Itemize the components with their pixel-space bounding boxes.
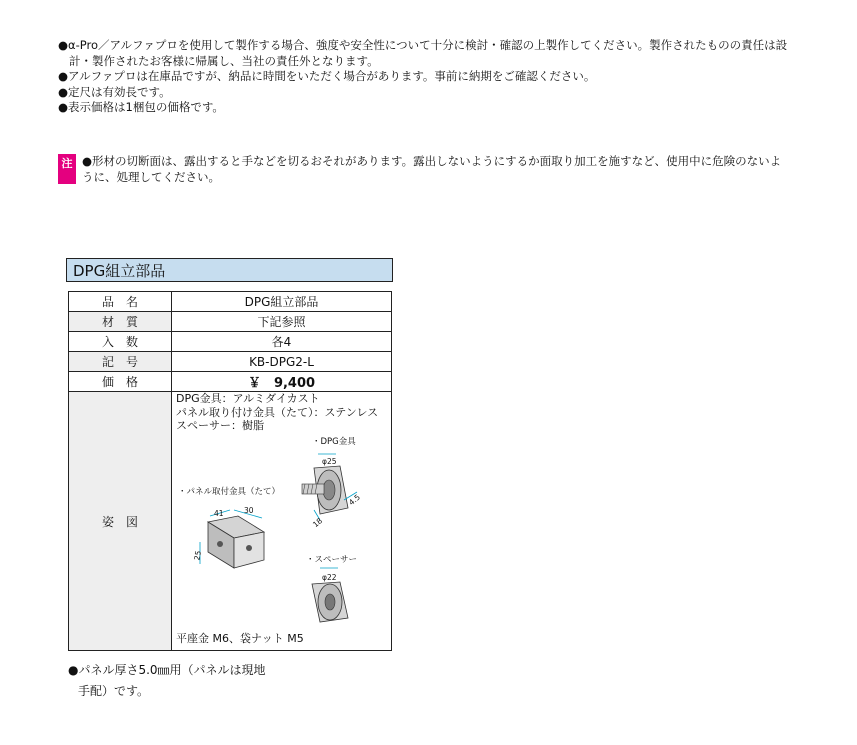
parts-drawing bbox=[172, 392, 392, 650]
notes-list bbox=[58, 38, 818, 116]
material-line: DPG金具：アルミダイカスト bbox=[176, 392, 320, 405]
dim-label: 18 bbox=[311, 516, 325, 530]
row-label: 材 質 bbox=[69, 312, 172, 332]
figure-cell bbox=[172, 392, 392, 651]
table-row bbox=[69, 312, 392, 332]
spacer-label: ・スペーサー bbox=[306, 555, 358, 565]
warning-line: ●形材の切断面は、露出すると手などを切るおそれがあります。露出しないようにするか面取り加工を施すなど、使用中に危険のないよ bbox=[82, 154, 782, 168]
dim-label: 4.5 bbox=[347, 492, 362, 508]
row-label: 記 号 bbox=[69, 352, 172, 372]
table-row bbox=[69, 332, 392, 352]
table-row bbox=[69, 292, 392, 312]
table-row bbox=[69, 372, 392, 392]
warning-block bbox=[58, 154, 818, 185]
note-line: 計・製作されたお客様に帰属し、当社の責任外となります。 bbox=[69, 53, 379, 68]
material-line: パネル取り付け金具（たて）：ステンレス bbox=[176, 405, 379, 419]
dim-label: 30 bbox=[244, 506, 254, 515]
note-line: ●α-Pro／アルファプロを使用して製作する場合、強度や安全性について十分に検討・確認の上製作してください。製作されたものの責任は設 bbox=[58, 38, 788, 52]
table-row bbox=[69, 352, 392, 372]
row-value: 各4 bbox=[172, 332, 392, 352]
bottom-note-line: 手配）です。 bbox=[78, 684, 150, 698]
material-line: スペーサー：樹脂 bbox=[176, 419, 264, 432]
note-line: ●定尺は有効長です。 bbox=[58, 84, 171, 99]
row-value: 下記参照 bbox=[172, 312, 392, 332]
row-label: 姿 図 bbox=[69, 392, 172, 651]
row-label: 価 格 bbox=[69, 372, 172, 392]
bracket-drawing bbox=[192, 506, 264, 568]
note-line: ●アルファプロは在庫品ですが、納品に時間をいただく場合があります。事前に納期をご確認ください。 bbox=[58, 69, 596, 83]
row-label: 品 名 bbox=[69, 292, 172, 312]
price-value: ￥ 9,400 bbox=[172, 372, 392, 392]
bracket-label: ・パネル取付金具（たて） bbox=[178, 487, 281, 497]
warning-line: うに、処理してください。 bbox=[82, 169, 220, 184]
dpg-label: ・DPG金具 bbox=[312, 437, 356, 447]
dim-label: φ22 bbox=[322, 573, 337, 582]
row-value: DPG組立部品 bbox=[172, 292, 392, 312]
bottom-note-line: ●パネル厚さ5.0㎜用（パネルは現地 bbox=[68, 663, 266, 677]
warning-text bbox=[82, 154, 818, 185]
dim-label: 25 bbox=[192, 550, 203, 561]
row-value: KB-DPG2-L bbox=[172, 352, 392, 372]
spacer-drawing bbox=[312, 568, 348, 622]
bottom-note bbox=[68, 660, 266, 702]
section-title: DPG組立部品 bbox=[66, 258, 393, 282]
warning-badge: 注 bbox=[58, 154, 76, 184]
spec-table bbox=[68, 291, 392, 651]
note-line: ●表示価格は1梱包の価格です。 bbox=[58, 100, 224, 114]
dim-label: φ25 bbox=[322, 457, 337, 466]
dim-label: 41 bbox=[214, 509, 224, 518]
table-row bbox=[69, 392, 392, 651]
row-label: 入 数 bbox=[69, 332, 172, 352]
dpg-fitting-drawing bbox=[302, 454, 362, 529]
figure-footer: 平座金 M6、袋ナット M5 bbox=[176, 632, 304, 645]
